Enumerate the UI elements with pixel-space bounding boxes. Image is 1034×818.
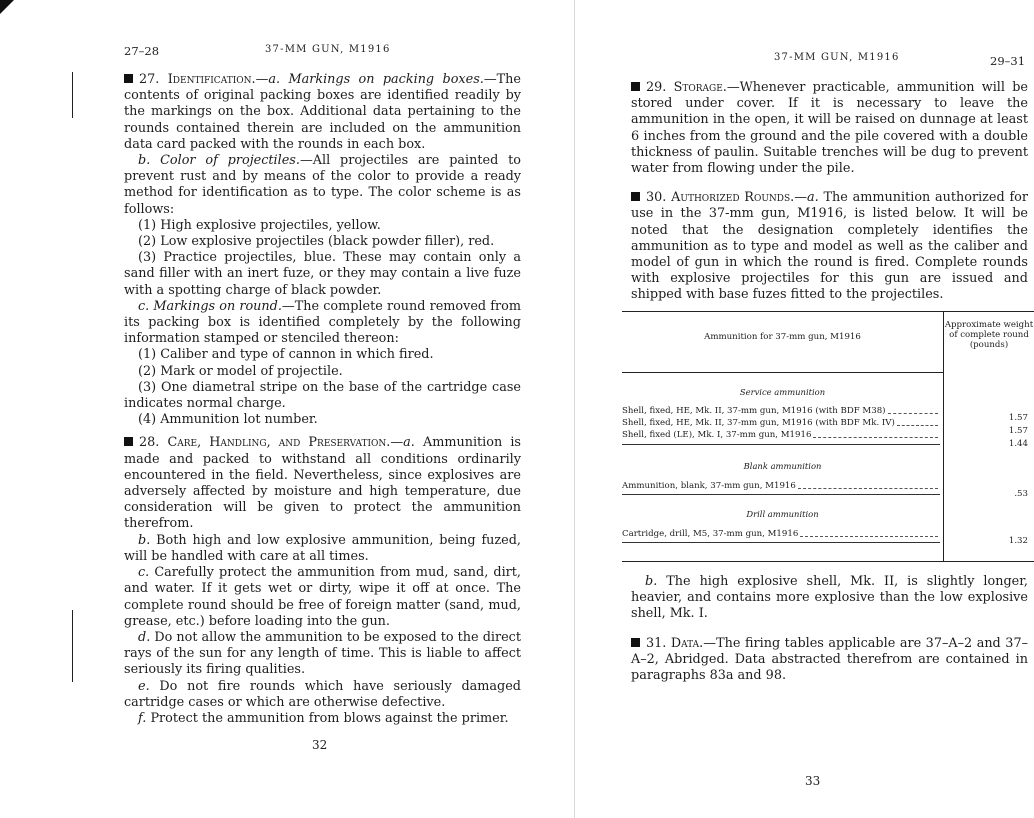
left-body-text [124, 72, 521, 727]
dotted-leader [888, 413, 938, 414]
right-page [578, 0, 1034, 818]
list-item: (4) Ammunition lot number. [138, 412, 318, 428]
paragraph-31 [631, 636, 1028, 685]
paragraph-text: —The firing tables applicable are 37–A–2 and 37–A–2, Abridged. Data abstracted therefrom are contained in paragraphs 83a and 98. [631, 635, 1028, 684]
paragraph-27a [124, 72, 521, 153]
paragraph-28e [124, 679, 521, 711]
dash: — [390, 435, 404, 451]
paragraph-29 [631, 80, 1028, 177]
paragraph-title: Care, Handling, and Preservation. [167, 435, 391, 451]
running-title: 37-MM GUN, M1916 [774, 52, 900, 63]
paragraph-marker-icon [124, 74, 133, 83]
subparagraph-label: b. [138, 532, 151, 548]
paragraph-27c [124, 299, 521, 348]
paragraph-number: 28. [139, 435, 160, 451]
subparagraph-text: Ammunition is made and packed to withstand all conditions ordinarily encountered in the field. Nevertheless, since explosives are adversely affected by moisture and high temperature, due consideration will be given to protect the ammunition therefrom. [124, 435, 521, 532]
page-number: 32 [312, 738, 328, 752]
paragraph-title: Data. [670, 635, 704, 651]
paragraph-marker-icon [631, 82, 640, 91]
row-rule [622, 494, 940, 495]
list-item: (1) Caliber and type of cannon in which fired. [138, 347, 434, 363]
subparagraph-text: —The contents of original packing boxes are identified readily by the markings on the box. Additional data pertaining to the rounds contained therein are included on the ammunition data card packed with the rounds in each box. [124, 72, 521, 152]
paragraph-title: Storage. [673, 80, 727, 95]
paragraph-text: —Whenever practicable, ammunition will be stored under cover. If it is necessary to leave the ammunition in the open, it will be raised on dunnage at least 6 inches from the ground and the pile covered with a double thickness of paulin. Suitable trenches will be dug to prevent water from flowing under the pile. [631, 80, 1028, 177]
subparagraph-label: a. [807, 190, 819, 206]
table-section-title: Blank ammunition [743, 461, 822, 471]
subparagraph-label: d. [138, 629, 151, 645]
subparagraph-text: Both high and low explosive ammunition, being fuzed, will be handled with care at all times. [124, 532, 521, 564]
page-number: 33 [805, 774, 821, 788]
dash: — [794, 190, 808, 206]
paragraph-30a [631, 190, 1028, 303]
right-body-top [631, 80, 1028, 304]
table-row [622, 406, 940, 416]
paragraph-marker-icon [631, 192, 640, 201]
subparagraph-text: The high explosive shell, Mk. II, is slightly longer, heavier, and contains more explosive than the low explosive shell, Mk. I. [631, 574, 1028, 622]
subparagraph-label: c. [138, 298, 150, 314]
ammunition-name: Ammunition, blank, 37-mm gun, M1916 [622, 481, 796, 491]
ammunition-name: Shell, fixed, HE, Mk. II, 37-mm gun, M1916 (with BDF Mk. IV) [622, 418, 895, 428]
subparagraph-label: a. [268, 72, 281, 87]
subparagraph-label: b. [138, 153, 151, 169]
list-item: (3) One diametral stripe on the base of the cartridge case indicates normal charge. [124, 379, 521, 412]
subparagraph-label: b. [645, 574, 658, 589]
subparagraph-text: Do not fire rounds which have seriously damaged cartridge cases or which are otherwise defective. [124, 678, 521, 710]
paragraph-marker-icon [124, 437, 133, 446]
dotted-leader [800, 536, 938, 537]
dash: — [255, 72, 269, 87]
running-title: 37-MM GUN, M1916 [265, 44, 391, 55]
subparagraph-label: a. [403, 435, 415, 451]
list-item: (3) Practice projectiles, blue. These may contain only a sand filler with an inert fuze, or they may contain a live fuze with a spotting charge of black powder. [124, 250, 521, 298]
paragraph-28b [124, 533, 521, 565]
paragraph-number: 27. [139, 72, 160, 87]
subparagraph-label: c. [138, 565, 150, 581]
row-rule [622, 542, 940, 543]
paragraph-28c [124, 565, 521, 630]
table-bottom-rule [622, 561, 1034, 562]
weight-value: 1.32 [1008, 536, 1028, 546]
dotted-leader [813, 437, 938, 438]
weight-value: .53 [1014, 489, 1028, 499]
table-section-title: Drill ammunition [746, 509, 819, 519]
list-item: (2) Mark or model of projectile. [138, 363, 343, 379]
table-header-rule [622, 372, 943, 373]
row-rule [622, 444, 940, 445]
subparagraph-title: Color of projectiles. [160, 153, 300, 169]
subparagraph-text: Protect the ammunition from blows against the primer. [150, 710, 509, 726]
paragraph-28f [124, 711, 521, 727]
ammunition-name: Shell, fixed (LE), Mk. I, 37-mm gun, M1916 [622, 430, 812, 440]
subparagraph-text: —All projectiles are painted to prevent rust and by means of the color to provide a ready method for identification as to type. The color scheme is as follows: [124, 153, 521, 217]
weight-value: 1.44 [1008, 439, 1028, 449]
section-code: 27–28 [124, 44, 160, 58]
subparagraph-text: The ammunition authorized for use in the 37-mm gun, M1916, is listed below. It will be noted that the designation completely identifies the ammunition as to type and model as well as the caliber and model of gun in which the round is fired. Complete rounds with explosive projectiles for this gun are issued and shipped with base fuzes fitted to the projectiles. [631, 190, 1028, 303]
paragraph-28d [124, 630, 521, 679]
list-item: (1) High explosive projectiles, yellow. [138, 217, 381, 233]
ammunition-name: Shell, fixed, HE, Mk. II, 37-mm gun, M1916 (with BDF M38) [622, 406, 886, 416]
paragraph-title: Authorized Rounds. [671, 190, 795, 206]
section-code: 29–31 [990, 54, 1026, 68]
table-header-ammunition: Ammunition for 37-mm gun, M1916 [704, 332, 861, 342]
subparagraph-label: f. [138, 710, 147, 726]
paragraph-number: 31. [646, 635, 667, 651]
ammunition-table [622, 309, 1034, 563]
dotted-leader [897, 425, 938, 426]
subparagraph-label: e. [138, 678, 150, 694]
paragraph-number: 30. [646, 190, 667, 206]
paragraph-28a [124, 435, 521, 532]
table-top-rule [622, 311, 1034, 312]
table-section-title: Service ammunition [739, 387, 826, 397]
paragraph-27b [124, 153, 521, 218]
paragraph-number: 29. [646, 80, 667, 95]
list-item: (2) Low explosive projectiles (black powder filler), red. [138, 234, 495, 250]
subparagraph-text: Do not allow the ammunition to be exposed to the direct rays of the sun for any length of time. This is liable to affect seriously its firing qualities. [124, 629, 521, 678]
table-row [622, 430, 940, 440]
right-body-bottom [631, 574, 1028, 684]
table-row [622, 418, 940, 428]
table-row [622, 481, 940, 491]
subparagraph-title: Markings on packing boxes. [288, 72, 484, 87]
table-header-weight: Approximate weight of complete round (pounds) [944, 320, 1034, 350]
paragraph-30b [631, 574, 1028, 623]
subparagraph-text: Carefully protect the ammunition from mud, sand, dirt, and water. If it gets wet or dirty, wipe it off at once. The complete round should be free of foreign matter (sand, mud, grease, etc.) before loading into the gun. [124, 565, 521, 629]
paragraph-title: Identification. [167, 72, 256, 87]
dotted-leader [798, 488, 938, 489]
ammunition-name: Cartridge, drill, M5, 37-mm gun, M1916 [622, 529, 799, 539]
table-row [622, 529, 940, 539]
subparagraph-title: Markings on round. [153, 298, 282, 314]
weight-value: 1.57 [1008, 426, 1028, 436]
weight-value: 1.57 [1008, 413, 1028, 423]
paragraph-marker-icon [631, 638, 640, 647]
subparagraph-text: —The complete round removed from its packing box is identified completely by the following information stamped or stenciled thereon: [124, 298, 521, 347]
